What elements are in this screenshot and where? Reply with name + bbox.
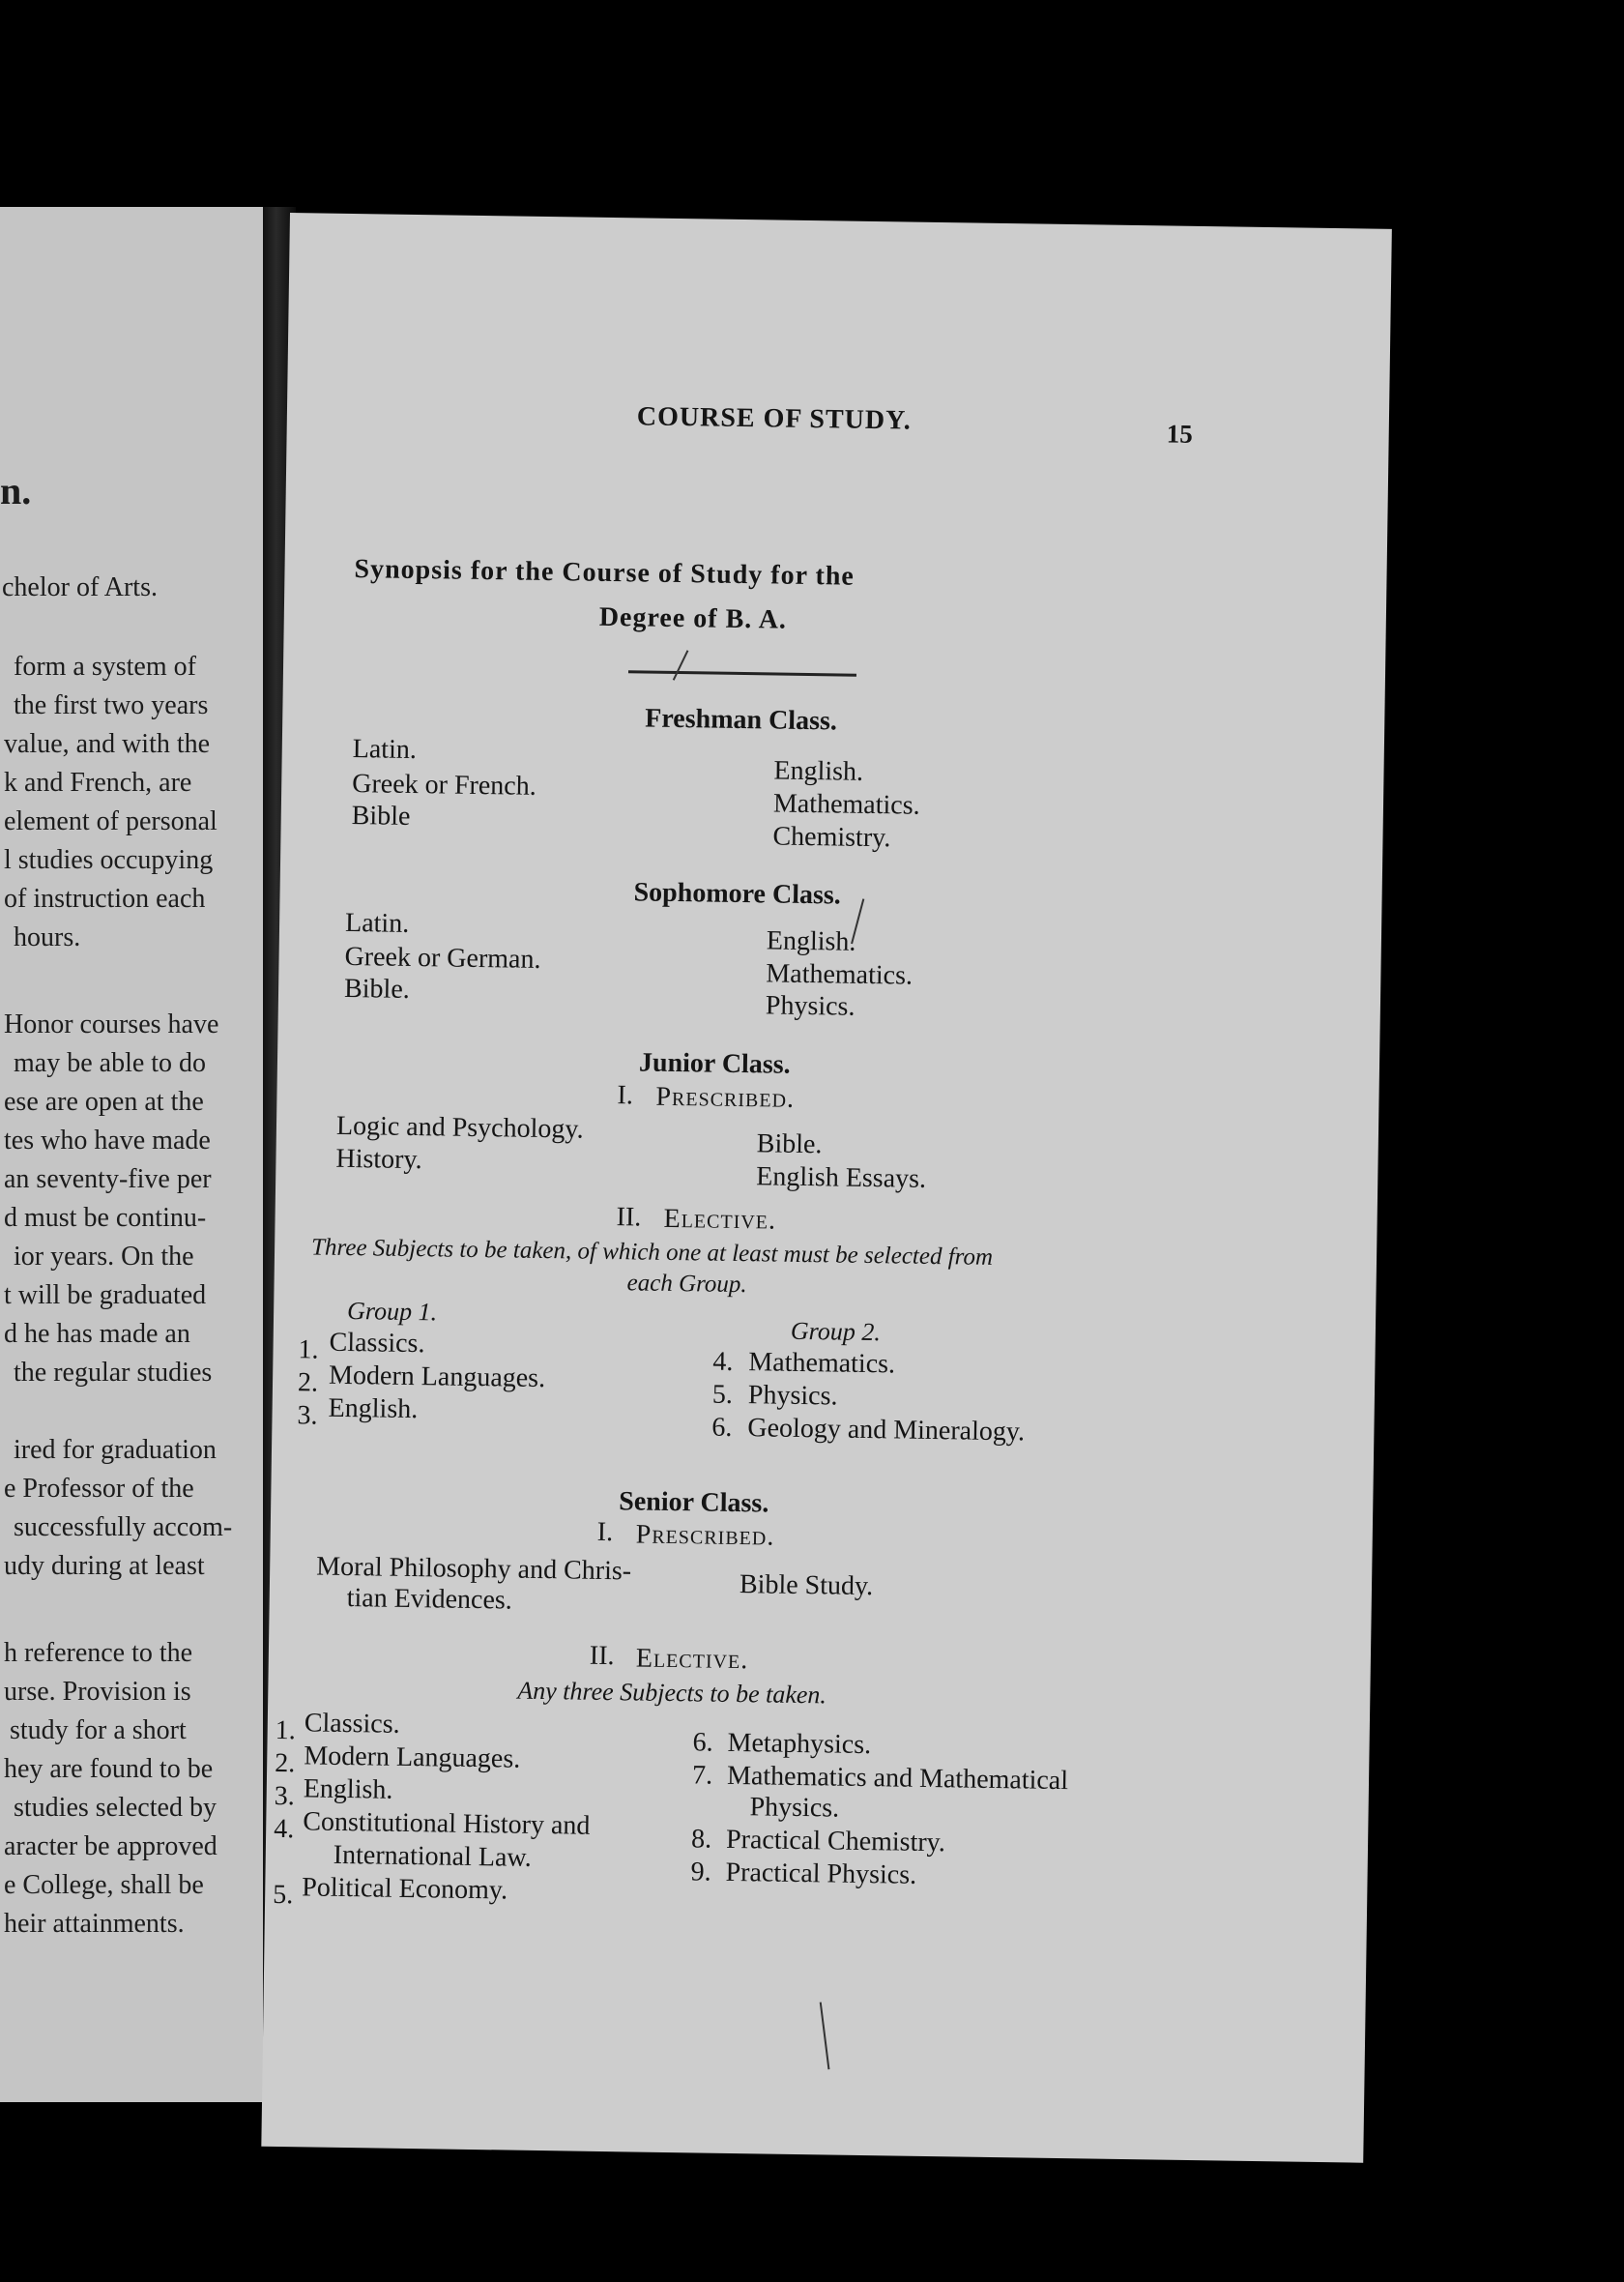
right-page <box>261 213 1392 2163</box>
sophomore-subject: Greek or German. <box>344 941 541 975</box>
freshman-subject: Chemistry. <box>772 821 891 854</box>
freshman-subject: Mathematics. <box>772 788 920 821</box>
senior-right-subject: Practical Physics. <box>725 1857 917 1890</box>
group1-subject: English. <box>328 1392 419 1425</box>
left-line: n. <box>0 469 32 512</box>
senior-right-subject: Physics. <box>749 1792 840 1824</box>
running-title: COURSE OF STUDY. <box>636 401 912 436</box>
title-rule <box>628 670 856 677</box>
left-line: d must be continu- <box>4 1203 207 1233</box>
freshman-heading: Freshman Class. <box>645 703 838 737</box>
left-line: udy during at least <box>4 1551 205 1581</box>
left-line: heir attainments. <box>4 1909 185 1939</box>
senior-right-num: 6. <box>692 1727 713 1758</box>
left-line: successfully accom- <box>14 1512 233 1542</box>
group1-num: 2. <box>297 1367 319 1398</box>
junior-prescribed-label: Prescribed. <box>655 1081 796 1114</box>
senior-prescribed-subject: tian Evidences. <box>346 1583 513 1616</box>
left-line: e Professor of the <box>4 1474 194 1504</box>
left-line: d he has made an <box>4 1319 190 1349</box>
senior-left-subject: International Law. <box>333 1839 533 1873</box>
left-line: studies selected by <box>14 1793 217 1823</box>
junior-elective-label: Elective. <box>663 1203 777 1236</box>
senior-left-num: 2. <box>274 1747 296 1779</box>
group1-label: Group 1. <box>346 1297 438 1327</box>
senior-prescribed-subject: Bible Study. <box>739 1569 874 1602</box>
left-line: of instruction each <box>4 884 206 914</box>
left-line: the regular studies <box>14 1358 213 1388</box>
synopsis-title-line1: Synopsis for the Course of Study for the <box>354 554 856 592</box>
group2-num: 4. <box>712 1346 734 1377</box>
left-line: ese are open at the <box>4 1087 204 1117</box>
left-line: urse. Provision is <box>4 1677 191 1707</box>
left-line: e College, shall be <box>4 1870 204 1900</box>
senior-elective-num: II. <box>589 1640 615 1672</box>
left-line: Honor courses have <box>4 1009 219 1039</box>
junior-elective-note: Three Subjects to be taken, of which one at least must be selected from <box>310 1234 994 1271</box>
group2-num: 6. <box>711 1412 733 1443</box>
senior-right-subject: Metaphysics. <box>727 1727 872 1761</box>
left-line: l studies occupying <box>4 845 214 875</box>
left-line: study for a short <box>10 1715 187 1745</box>
senior-right-subject: Mathematics and Mathematical <box>726 1760 1069 1797</box>
senior-prescribed-label: Prescribed. <box>635 1519 775 1552</box>
senior-prescribed-subject: Moral Philosophy and Chris- <box>316 1551 632 1587</box>
senior-right-num: 8. <box>690 1824 712 1855</box>
senior-right-num: 9. <box>690 1857 711 1887</box>
group2-label: Group 2. <box>790 1316 882 1347</box>
junior-prescribed-subject: History. <box>335 1143 422 1176</box>
senior-right-num: 7. <box>691 1760 713 1791</box>
group1-num: 3. <box>297 1400 318 1431</box>
left-line: ior years. On the <box>14 1242 194 1272</box>
junior-prescribed-subject: English Essays. <box>756 1161 927 1194</box>
left-line: ired for graduation <box>14 1435 217 1465</box>
senior-right-subject: Practical Chemistry. <box>725 1824 946 1858</box>
group2-num: 5. <box>711 1379 734 1410</box>
group2-subject: Physics. <box>747 1380 838 1412</box>
left-line: hours. <box>14 922 81 952</box>
senior-left-subject: Political Economy. <box>302 1872 508 1906</box>
senior-left-subject: Constitutional History and <box>303 1806 591 1841</box>
freshman-subject: Bible <box>351 801 411 832</box>
left-facing-page <box>0 207 266 2102</box>
senior-left-num: 1. <box>275 1714 296 1746</box>
left-line: k and French, are <box>4 768 192 798</box>
group1-num: 1. <box>298 1334 319 1365</box>
senior-left-num: 5. <box>272 1879 294 1911</box>
junior-elective-note: each Group. <box>626 1270 747 1299</box>
left-line: the first two years <box>14 690 209 720</box>
senior-left-num: 4. <box>273 1813 295 1845</box>
left-line: element of personal <box>4 806 218 836</box>
left-line: an seventy-five per <box>4 1164 212 1194</box>
sophomore-subject: Bible. <box>343 973 410 1005</box>
senior-left-subject: Classics. <box>304 1708 400 1740</box>
left-line: hey are found to be <box>4 1754 214 1784</box>
junior-prescribed-num: I. <box>617 1080 634 1111</box>
left-line: chelor of Arts. <box>2 572 158 602</box>
pencil-mark <box>851 898 864 944</box>
senior-left-subject: English. <box>303 1773 393 1805</box>
left-line: h reference to the <box>4 1638 193 1668</box>
junior-prescribed-subject: Logic and Psychology. <box>335 1110 584 1145</box>
left-line: aracter be approved <box>4 1831 218 1861</box>
freshman-subject: English. <box>773 755 864 787</box>
left-line: form a system of <box>14 652 196 682</box>
left-line: t will be graduated <box>4 1280 207 1310</box>
junior-prescribed-subject: Bible. <box>756 1128 823 1160</box>
freshman-subject: Latin. <box>352 734 418 766</box>
senior-left-num: 3. <box>274 1780 295 1812</box>
junior-heading: Junior Class. <box>638 1047 791 1080</box>
sophomore-subject: English. <box>766 925 856 957</box>
group2-subject: Geology and Mineralogy. <box>747 1413 1026 1448</box>
senior-heading: Senior Class. <box>619 1486 769 1519</box>
group1-subject: Classics. <box>329 1327 425 1360</box>
sophomore-subject: Mathematics. <box>766 958 914 991</box>
junior-elective-num: II. <box>616 1202 642 1233</box>
sophomore-subject: Physics. <box>765 990 856 1022</box>
senior-left-subject: Modern Languages. <box>304 1741 521 1774</box>
senior-elective-label: Elective. <box>635 1643 749 1676</box>
sophomore-heading: Sophomore Class. <box>633 877 842 911</box>
left-line: value, and with the <box>4 729 211 759</box>
group1-subject: Modern Languages. <box>328 1360 546 1394</box>
group2-subject: Mathematics. <box>748 1347 896 1380</box>
freshman-subject: Greek or French. <box>352 769 536 802</box>
synopsis-title-line2: Degree of B. A. <box>598 601 788 635</box>
pencil-mark <box>820 2003 830 2070</box>
pencil-mark <box>673 650 689 680</box>
senior-elective-note: Any three Subjects to be taken. <box>517 1676 827 1710</box>
left-line: tes who have made <box>4 1126 211 1156</box>
page-number: 15 <box>1166 419 1193 449</box>
sophomore-subject: Latin. <box>344 907 410 939</box>
left-line: may be able to do <box>14 1048 207 1078</box>
senior-prescribed-num: I. <box>596 1516 614 1548</box>
